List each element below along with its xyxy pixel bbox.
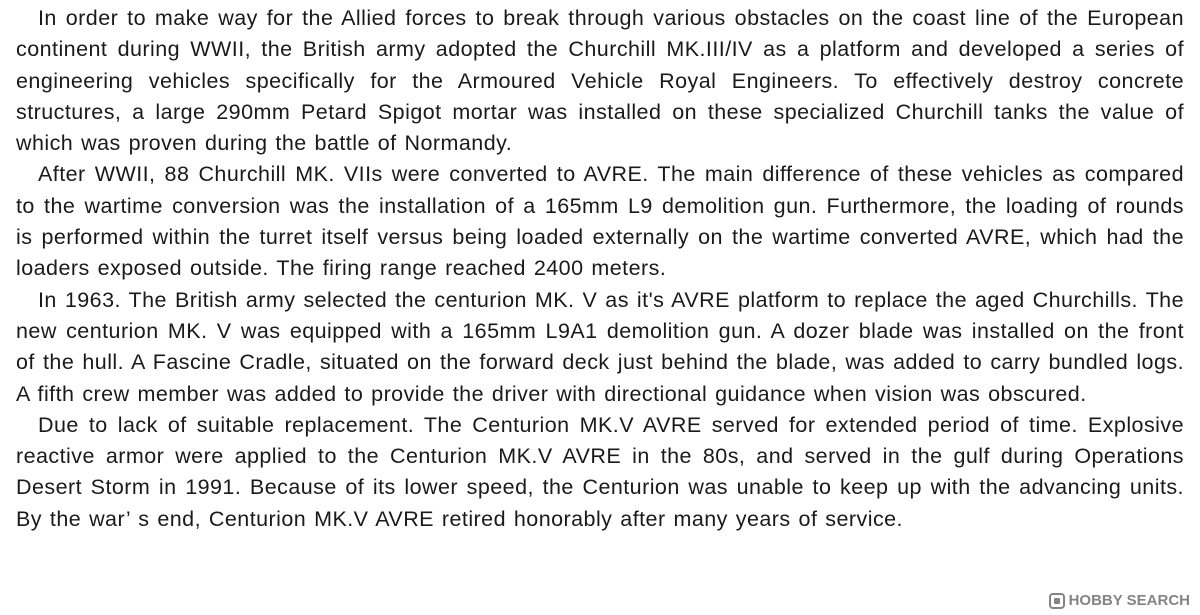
hobbysearch-watermark [1049, 592, 1190, 609]
paragraph-centurion-service: Due to lack of suitable replacement. The Centurion MK.V AVRE served for extended period of time. Explosive reactive armor were applied to the Centurion MK.V AVRE in the 80s, and served in the gulf during Operations Desert Storm in 1991. Because of its lower speed, the Centurion was unable to keep up with the advancing units. By the war’ s end, Centurion MK.V AVRE retired honorably after many years of service. [16, 412, 1184, 531]
paragraph-churchill-wwii: In order to make way for the Allied forces to break through various obstacles on the coast line of the European continent during WWII, the British army adopted the Churchill MK.III/IV as a platform and developed a series of engineering vehicles specifically for the Armoured Vehicle Royal Engineers. To effectively destroy concrete structures, a large 290mm Petard Spigot mortar was installed on these specialized Churchill tanks the value of which was proven during the battle of Normandy. [16, 6, 1184, 156]
paragraph-churchill-postwar: After WWII, 88 Churchill MK. VIIs were converted to AVRE. The main difference of these vehicles as compared to the wartime conversion was the installation of a 165mm L9 demolition gun. Furthermore, the loading of rounds is performed within the turret itself versus being loaded externally on the wartime converted AVRE, which had the loaders exposed outside. The firing range reached 2400 meters. [16, 162, 1184, 281]
watermark-text: HOBBY SEARCH [1068, 592, 1190, 609]
hobbysearch-logo-icon [1049, 593, 1065, 609]
paragraph-centurion-1963: In 1963. The British army selected the centurion MK. V as it's AVRE platform to replace the aged Churchills. The new centurion MK. V was equipped with a 165mm L9A1 demolition gun. A dozer blade was installed on the front of the hull. A Fascine Cradle, situated on the forward deck just behind the blade, was added to carry bundled logs. A fifth crew member was added to provide the driver with directional guidance when vision was obscured. [16, 287, 1184, 406]
article-body [16, 3, 1184, 535]
